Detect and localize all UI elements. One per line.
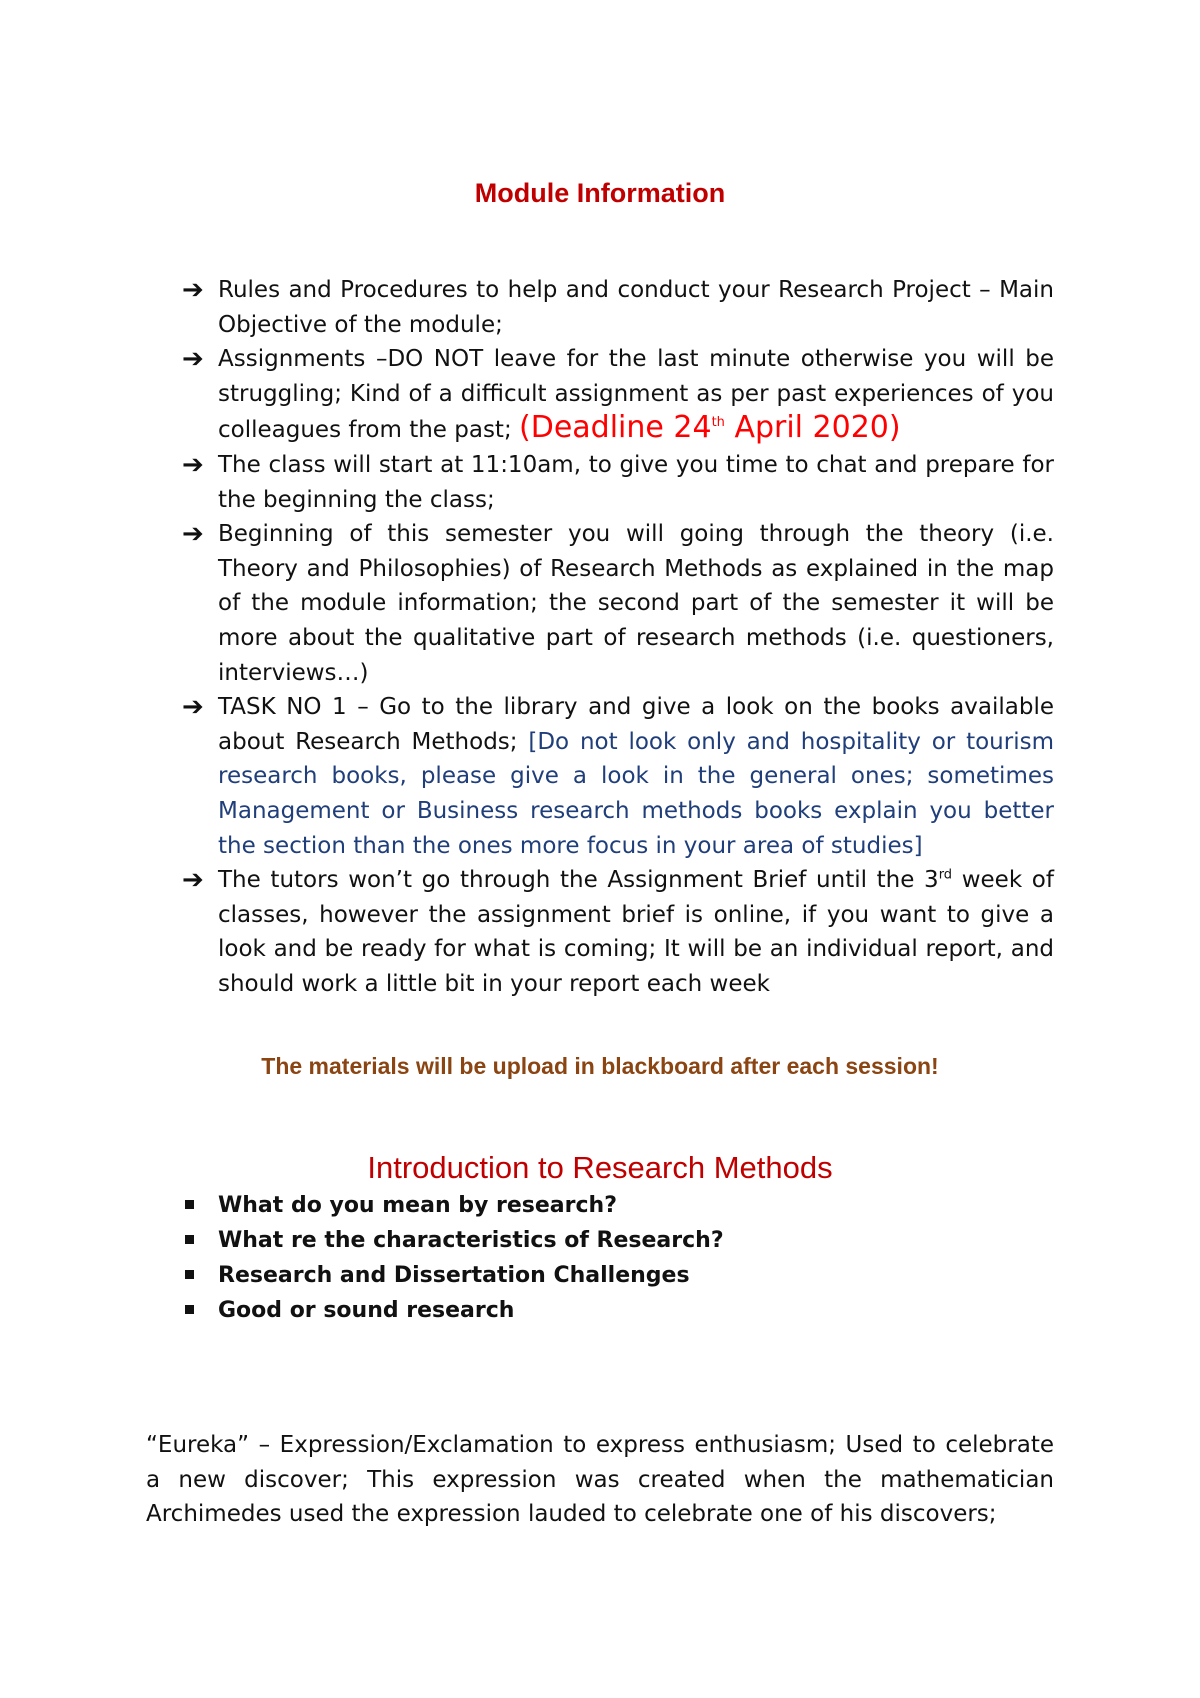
question-item <box>182 1223 724 1258</box>
square-bullet-icon <box>185 1200 194 1209</box>
list-item-text: The tutors won’t go through the Assignment Brief until the 3 <box>218 867 939 894</box>
list-item <box>182 448 1054 517</box>
arrow-right-icon: ➔ <box>182 865 204 896</box>
question-text: What do you mean by research? <box>218 1193 617 1218</box>
module-info-list <box>182 273 1054 1001</box>
arrow-right-icon: ➔ <box>182 449 204 480</box>
square-bullet-icon <box>185 1235 194 1244</box>
question-text: Research and Dissertation Challenges <box>218 1263 690 1288</box>
list-item <box>182 863 1054 1001</box>
deadline-text: (Deadline 24th April 2020) <box>519 410 901 446</box>
square-bullet-icon <box>185 1270 194 1279</box>
list-item-text: week of classes, however the assignment brief is online, if you want to give a look and be ready for what is coming; It will be an individual report, and should work a little bit in your report each week <box>218 867 1054 997</box>
page-title: Module Information <box>474 178 726 208</box>
list-item-text: Rules and Procedures to help and conduct your Research Project – Main Objective of the module; <box>218 277 1054 338</box>
question-text: What re the characteristics of Research? <box>218 1228 724 1253</box>
list-item-text: The class will start at 11:10am, to give you time to chat and prepare for the beginning the class; <box>218 451 1054 513</box>
question-item <box>182 1293 724 1328</box>
list-item <box>182 273 1054 342</box>
question-item <box>182 1258 724 1293</box>
list-item-text: Beginning of this semester you will going through the theory (i.e. Theory and Philosophies) of Research Methods as explained in the map of the module information; the second part of the semester it will be more about the qualitative part of research methods (i.e. questioners, interviews…) <box>218 521 1054 686</box>
arrow-right-icon: ➔ <box>182 519 204 550</box>
square-bullet-icon <box>185 1305 194 1314</box>
list-item-text: Assignments –DO NOT leave for the last minute otherwise you will be struggling; Kind of a difficult assignment as per past experiences of you colleagues from the past; <box>218 346 1054 444</box>
list-item-text: TASK NO 1 – Go to the library and give a look on the books available about Research Methods; <box>218 694 1054 755</box>
list-item <box>182 517 1054 690</box>
eureka-paragraph: “Eureka” – Expression/Exclamation to express enthusiasm; Used to celebrate a new discover; This expression was created when the mathematician Archimedes used the expression lauded to celebrate one of his discovers; <box>146 1432 1054 1528</box>
highlighted-note: [Do not look only and hospitality or tourism research books, please give a look in the general ones; sometimes Management or Business research methods books explain you better the section than the ones more focus in your area of studies] <box>218 728 1054 859</box>
arrow-right-icon: ➔ <box>182 275 204 305</box>
arrow-right-icon: ➔ <box>182 692 204 723</box>
arrow-right-icon: ➔ <box>182 344 204 375</box>
ordinal-suffix: rd <box>938 867 953 883</box>
question-text: Good or sound research <box>218 1298 515 1323</box>
questions-list <box>182 1188 724 1328</box>
notice-text: The materials will be upload in blackboard after each session! <box>261 1053 939 1079</box>
question-item <box>182 1188 724 1223</box>
section-title: Introduction to Research Methods <box>367 1150 833 1185</box>
list-item <box>182 690 1054 863</box>
list-item <box>182 342 1054 448</box>
